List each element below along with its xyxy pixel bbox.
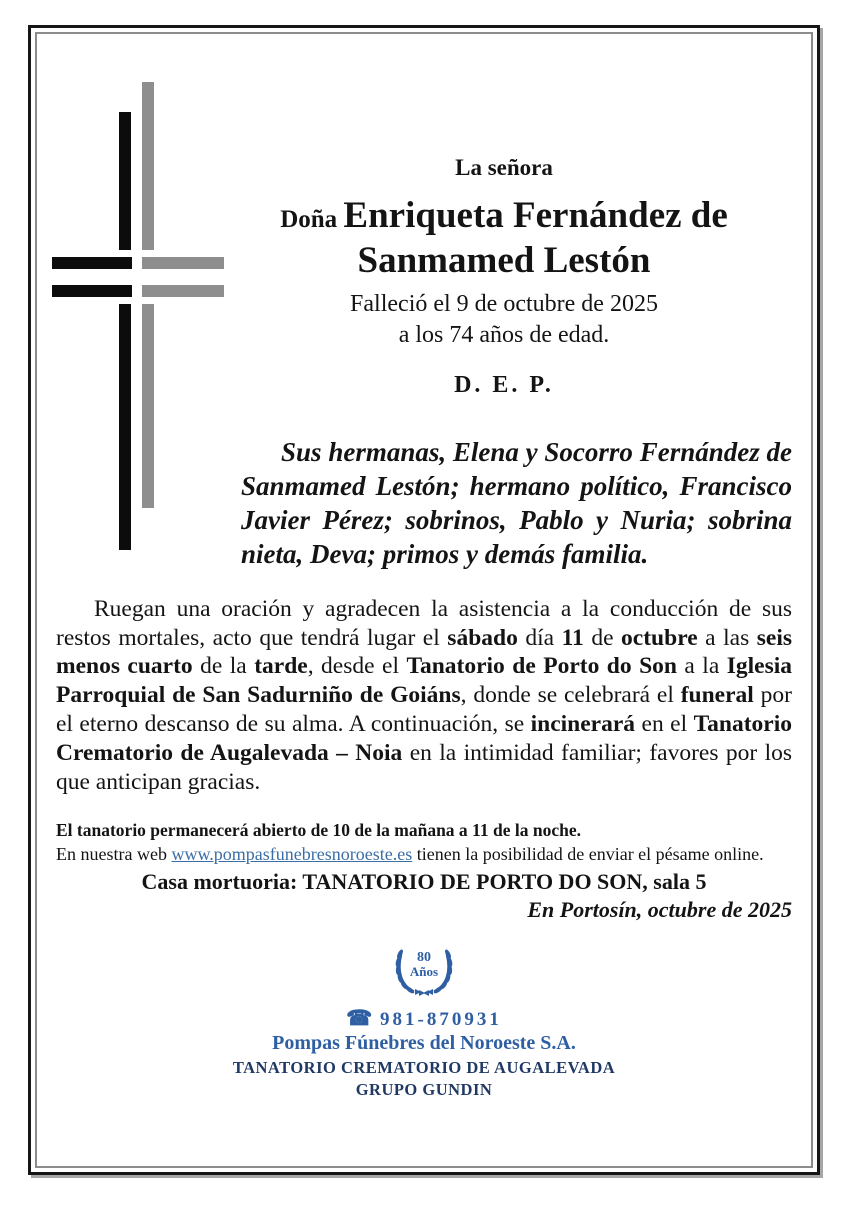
tanatorio-hours-line: El tanatorio permanecerá abierto de 10 de la mañana a 11 de la noche. [56, 820, 581, 841]
mortuary-line: Casa mortuoria: TANATORIO DE PORTO DO SON, sala 5 [141, 869, 707, 895]
company-name: Pompas Fúnebres del Noroeste S.A. [272, 1032, 576, 1055]
place-date-line: En Portosín, octubre de 2025 [527, 897, 792, 923]
badge-label: Años [409, 964, 439, 980]
badge-years: 80 [417, 950, 431, 966]
funeral-home-footer [56, 935, 792, 1100]
dep-abbreviation: D. E. P. [454, 371, 554, 398]
notice-header [216, 33, 792, 399]
cross-gray-horizontal-top [142, 257, 224, 269]
anniversary-wreath-icon [385, 935, 463, 1004]
honorific: Doña [280, 206, 344, 233]
family-paragraph: Sus hermanas, Elena y Socorro Fernández de Sanmamed Lestón; hermano político, Francisco Javier Pérez; sobrinos, Pablo y Nuria; sobrina nieta, Deva; primos y demás familia. [241, 436, 792, 569]
group-name: GRUPO GUNDIN [355, 1080, 493, 1100]
web-condolence-line: En nuestra web www.pompasfunebresnoroeste.es tienen la posibilidad de enviar el pésame online. [56, 844, 764, 865]
death-date-line: Falleció el 9 de octubre de 2025 [350, 291, 658, 318]
facility-name: TANATORIO CREMATORIO DE AUGALEVADA [232, 1058, 616, 1078]
deceased-name [216, 193, 792, 283]
cross-black-vertical [119, 112, 131, 550]
cross-black-horizontal-top [52, 257, 132, 269]
phone-line [56, 1006, 792, 1031]
announcement-paragraph: Ruegan una oración y agradecen la asistencia a la conducción de sus restos mortales, acto que tendrá lugar el sábado día 11 de octubre a las seis menos cuarto de la tarde, desde el Tanatorio de Porto do Son a la Iglesia Parroquial de San Sadurniño de Goiáns, donde se celebrará el funeral por el eterno descanso de su alma. A continuación, se incinerará en el Tanatorio Crematorio de Augalevada – Noia en la intimidad familiar; favores por los que anticipan gracias. [56, 595, 793, 796]
pesame-link[interactable]: www.pompasfunebresnoroeste.es [171, 844, 413, 865]
cross-gray-horizontal-bottom [142, 285, 224, 297]
death-age-line: a los 74 años de edad. [398, 322, 610, 349]
title-prefix: La señora [455, 155, 553, 180]
name-line-2: Sanmamed Lestón [357, 240, 651, 282]
cross-black-horizontal-bottom [52, 285, 132, 297]
phone-number: 981-870931 [380, 1009, 502, 1031]
name-line-1: Enriqueta Fernández de [343, 195, 728, 236]
phone-icon: ☎ [346, 1006, 373, 1031]
